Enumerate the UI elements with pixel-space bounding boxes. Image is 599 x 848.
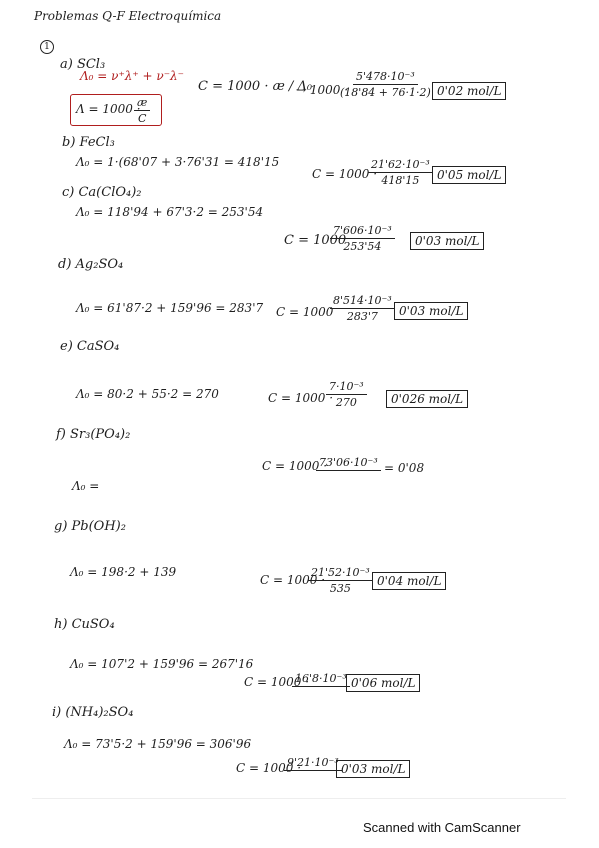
item-i-label: i) (NH₄)₂SO₄ bbox=[52, 705, 134, 720]
item-e-c-prefix: C = 1000 · bbox=[268, 391, 334, 405]
item-c-result: 0'03 mol/L bbox=[410, 232, 484, 250]
item-f-c-prefix: C = 1000 · bbox=[262, 459, 328, 473]
item-g-label: g) Pb(OH)₂ bbox=[54, 519, 126, 534]
item-f-lambda: Λ₀ = bbox=[72, 479, 100, 493]
item-a-fraction bbox=[340, 70, 431, 99]
item-h-label: h) CuSO₄ bbox=[54, 617, 115, 632]
item-g-result: 0'04 mol/L bbox=[372, 572, 446, 590]
item-a-c-formula: C = 1000 · æ / Λ₀ bbox=[198, 79, 313, 94]
item-e-fraction bbox=[326, 380, 367, 409]
item-b-fraction bbox=[368, 158, 433, 187]
item-f-fraction bbox=[316, 456, 381, 472]
item-e-result: 0'026 mol/L bbox=[386, 390, 468, 408]
item-f-numerator: 73'06·10⁻³ bbox=[316, 456, 381, 471]
item-i-numerator: 9'21·10⁻³ bbox=[284, 756, 342, 771]
item-a-calc-prefix: → 1000 · bbox=[296, 83, 349, 97]
camscanner-watermark: Scanned with CamScanner bbox=[363, 820, 521, 835]
item-i-lambda: Λ₀ = 73'5·2 + 159'96 = 306'96 bbox=[64, 737, 252, 751]
item-i-fraction bbox=[284, 756, 342, 772]
item-h-lambda: Λ₀ = 107'2 + 159'96 = 267'16 bbox=[70, 657, 254, 671]
item-d-fraction bbox=[330, 294, 395, 323]
page-title: Problemas Q-F Electroquímica bbox=[34, 9, 222, 23]
item-c-c-prefix: C = 1000 bbox=[284, 233, 347, 248]
item-g-numerator: 21'52·10⁻³ bbox=[308, 566, 373, 581]
item-b-label: b) FeCl₃ bbox=[62, 135, 115, 150]
item-f-result: = 0'08 bbox=[384, 461, 425, 475]
item-i-result: 0'03 mol/L bbox=[336, 760, 410, 778]
item-a-label: a) SCl₃ bbox=[60, 57, 106, 72]
item-h-fraction bbox=[292, 672, 350, 688]
item-c-lambda: Λ₀ = 118'94 + 67'3·2 = 253'54 bbox=[76, 205, 264, 219]
item-d-numerator: 8'514·10⁻³ bbox=[330, 294, 395, 309]
item-b-c-prefix: C = 1000 · bbox=[312, 167, 378, 181]
item-a-lambda-def-den: C bbox=[137, 112, 147, 125]
item-d-c-prefix: C = 1000 bbox=[276, 305, 334, 319]
item-a-formula: Λ₀ = ν⁺λ⁺ + ν⁻λ⁻ bbox=[80, 69, 184, 83]
item-a-denominator: (18'84 + 76·1·2) bbox=[340, 86, 431, 99]
item-h-numerator: 16'8·10⁻³ bbox=[292, 672, 350, 687]
item-g-fraction bbox=[308, 566, 373, 595]
item-e-label: e) CaSO₄ bbox=[60, 339, 120, 354]
item-b-lambda: Λ₀ = 1·(68'07 + 3·76'31 = 418'15 bbox=[76, 155, 280, 169]
item-g-denominator: 535 bbox=[329, 582, 351, 595]
item-i-c-prefix: C = 1000 · bbox=[236, 761, 302, 775]
item-b-numerator: 21'62·10⁻³ bbox=[368, 158, 433, 173]
item-a-result: 0'02 mol/L bbox=[432, 82, 506, 100]
item-d-denominator: 283'7 bbox=[346, 310, 378, 323]
item-b-result: 0'05 mol/L bbox=[432, 166, 506, 184]
item-a-lambda-def-fraction bbox=[134, 96, 150, 125]
item-d-label: d) Ag₂SO₄ bbox=[58, 257, 124, 272]
item-a-numerator: 5'478·10⁻³ bbox=[353, 70, 418, 85]
item-b-denominator: 418'15 bbox=[381, 174, 420, 187]
item-c-label: c) Ca(ClO₄)₂ bbox=[62, 185, 142, 200]
item-e-numerator: 7·10⁻³ bbox=[326, 380, 367, 395]
item-g-c-prefix: C = 1000 · bbox=[260, 573, 326, 587]
item-d-lambda: Λ₀ = 61'87·2 + 159'96 = 283'7 bbox=[76, 301, 264, 315]
item-c-fraction bbox=[330, 224, 395, 253]
problem-number: 1 bbox=[40, 40, 54, 54]
item-e-denominator: 270 bbox=[335, 396, 357, 409]
item-h-c-prefix: C = 1000 · bbox=[244, 675, 310, 689]
item-g-lambda: Λ₀ = 198·2 + 139 bbox=[70, 565, 177, 579]
item-h-result: 0'06 mol/L bbox=[346, 674, 420, 692]
item-c-numerator: 7'606·10⁻³ bbox=[330, 224, 395, 239]
item-e-lambda: Λ₀ = 80·2 + 55·2 = 270 bbox=[76, 387, 219, 401]
item-f-label: f) Sr₃(PO₄)₂ bbox=[56, 427, 131, 442]
item-c-denominator: 253'54 bbox=[343, 240, 382, 253]
item-a-lambda-def-prefix: Λ = 1000 · bbox=[76, 102, 141, 116]
item-d-result: 0'03 mol/L bbox=[394, 302, 468, 320]
item-a-lambda-def-num: æ bbox=[134, 96, 150, 111]
